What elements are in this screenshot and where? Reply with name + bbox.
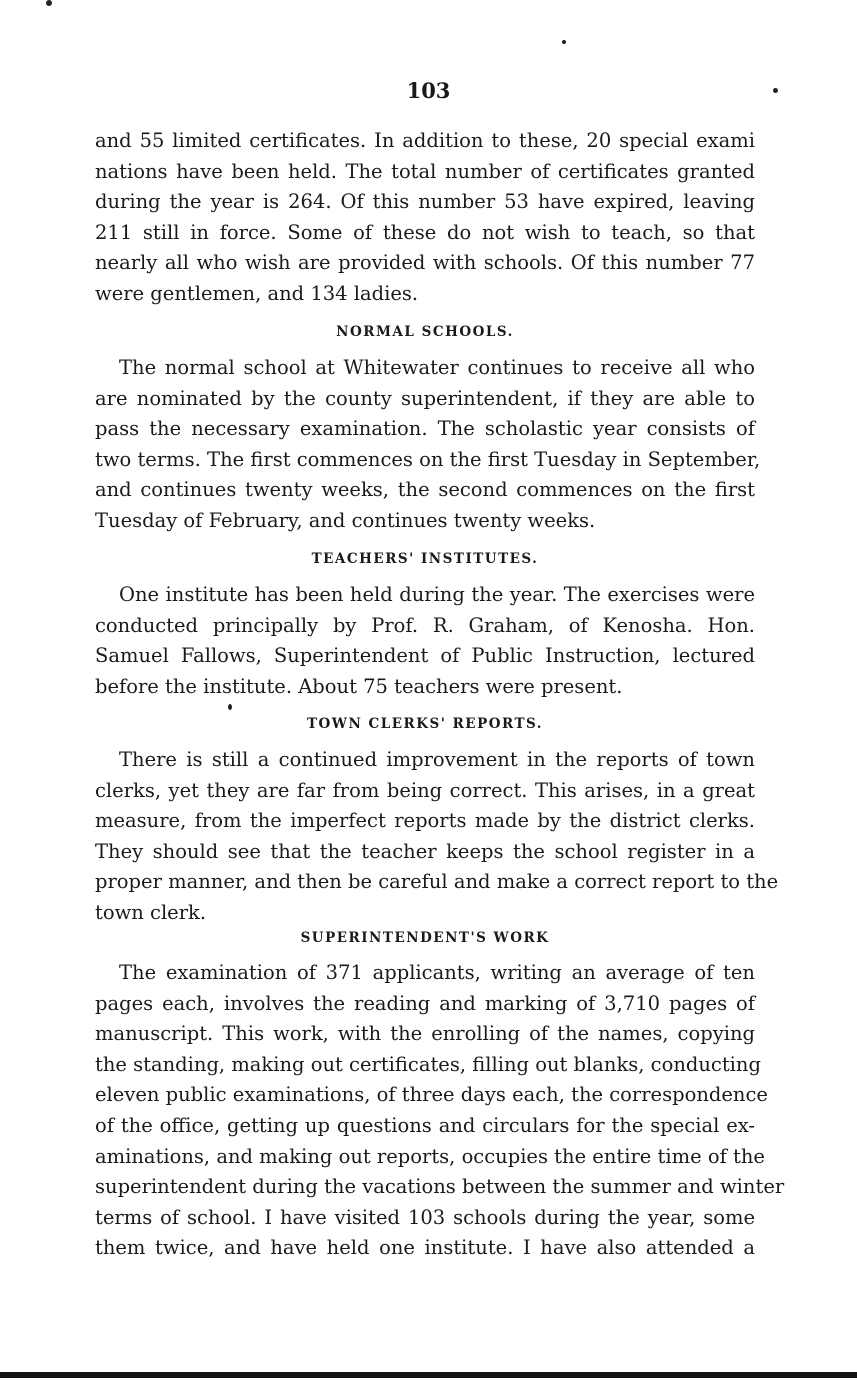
text-line: The examination of 371 applicants, writing an average of ten: [119, 961, 755, 984]
text-line: conducted principally by Prof. R. Graham, of Kenosha. Hon.: [95, 613, 755, 637]
paragraph-town-clerks: [95, 745, 779, 929]
text-line: Samuel Fallows, Superintendent of Public Instruction, lectured: [95, 644, 755, 668]
text-line: Tuesday of February, and continues twenty weeks.: [95, 508, 596, 532]
text-line: were gentlemen, and 134 ladies.: [95, 281, 419, 305]
page-number: 103: [406, 78, 451, 103]
section-heading-town-clerks-reports: TOWN CLERKS' REPORTS.: [307, 716, 543, 732]
paragraph-certificates: [95, 126, 755, 310]
text-line: eleven public examinations, of three days each, the correspondence: [95, 1083, 768, 1107]
text-line: measure, from the imperfect reports made by the district clerks.: [95, 809, 755, 833]
text-line: and 55 limited certificates. In addition to these, 20 special exami: [95, 129, 755, 152]
scan-speck: [46, 0, 52, 6]
paragraph-institutes: [95, 580, 755, 702]
scan-speck: [773, 88, 778, 93]
text-line: town clerk.: [95, 900, 207, 924]
text-line: aminations, and making out reports, occupies the entire time of the: [95, 1144, 765, 1168]
text-line: There is still a continued improvement in the reports of town: [119, 748, 755, 771]
text-line: the standing, making out certificates, filling out blanks, conducting: [95, 1052, 761, 1076]
text-line: clerks, yet they are far from being correct. This arises, in a great: [95, 778, 755, 802]
scan-speck: [562, 40, 566, 44]
text-line: and continues twenty weeks, the second commences on the first: [95, 478, 755, 502]
text-line: The normal school at Whitewater continues to receive all who: [119, 356, 755, 379]
text-line: pass the necessary examination. The scholastic year consists of: [95, 417, 755, 441]
paragraph-normal-schools: [95, 353, 761, 537]
page-bottom-edge: [0, 1372, 857, 1378]
text-line: They should see that the teacher keeps the school register in a: [95, 839, 755, 863]
text-line: nearly all who wish are provided with schools. Of this number 77: [95, 251, 755, 275]
text-line: nations have been held. The total number of certificates granted: [95, 159, 755, 183]
section-heading-teachers-institutes: TEACHERS' INSTITUTES.: [311, 551, 539, 567]
text-line: superintendent during the vacations between the summer and winter: [95, 1175, 785, 1199]
text-line: are nominated by the county superintendent, if they are able to: [95, 386, 755, 410]
section-heading-normal-schools: NORMAL SCHOOLS.: [336, 324, 514, 340]
text-line: manuscript. This work, with the enrolling of the names, copying: [95, 1022, 755, 1046]
text-line: of the office, getting up questions and circulars for the special ex-: [95, 1113, 755, 1137]
section-heading-superintendents-work: SUPERINTENDENT'S WORK: [300, 930, 550, 946]
text-line: proper manner, and then be careful and make a correct report to the: [95, 870, 779, 894]
text-line: them twice, and have held one institute. I have also attended a: [95, 1236, 755, 1260]
text-line: One institute has been held during the year. The exercises were: [119, 583, 755, 606]
text-line: 211 still in force. Some of these do not wish to teach, so that: [95, 220, 755, 244]
text-line: terms of school. I have visited 103 schools during the year, some: [95, 1205, 755, 1229]
text-line: before the institute. About 75 teachers were present.: [95, 674, 623, 698]
scan-speck: [228, 704, 232, 710]
text-line: two terms. The first commences on the first Tuesday in September,: [95, 447, 761, 471]
text-line: pages each, involves the reading and marking of 3,710 pages of: [95, 991, 755, 1015]
paragraph-superintendents-work: [95, 958, 785, 1264]
text-line: during the year is 264. Of this number 53 have expired, leaving: [95, 190, 755, 214]
